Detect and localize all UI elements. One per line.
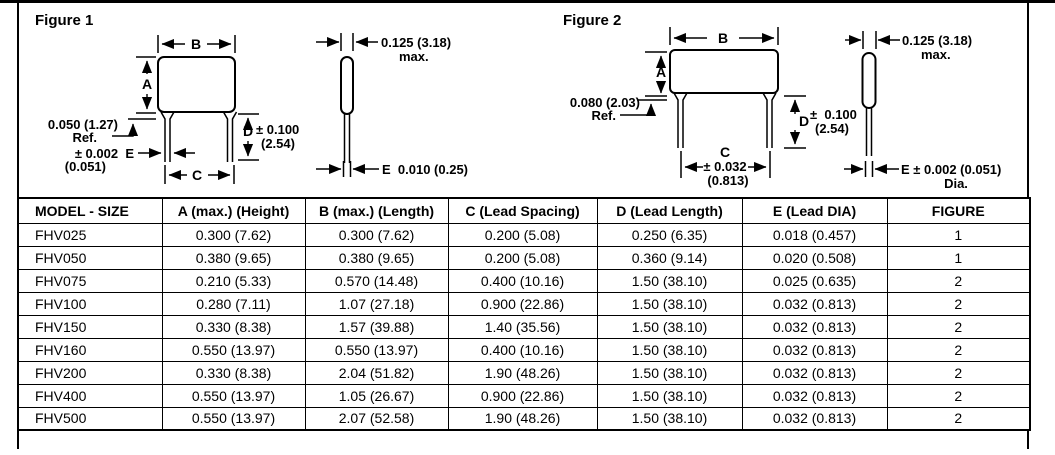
spec-cell: 2 [887,338,1030,361]
c-tolerance: ± 0.032 [703,159,747,174]
d-tolerance: ± 0.100 [810,107,857,122]
spec-cell: 1.57 (39.88) [305,315,448,338]
table-row [18,315,1030,338]
dim-e [65,146,195,174]
spec-cell: 0.032 (0.813) [742,361,887,384]
model-cell: FHV100 [18,292,162,315]
spec-cell: 0.032 (0.813) [742,384,887,407]
model-cell: FHV500 [18,407,162,430]
spec-cell: 1 [887,223,1030,246]
component-body-front [670,50,778,93]
model-cell: FHV150 [18,315,162,338]
spec-cell: 2 [887,315,1030,338]
table-row [18,269,1030,292]
d-tolerance-mm: (2.54) [815,121,849,136]
table-header-row [18,198,1030,223]
dim-a [128,57,156,119]
ref-value: 0.080 (2.03) [569,95,640,110]
ref-value: 0.050 (1.27) [47,117,118,132]
spec-cell: 0.032 (0.813) [742,407,887,430]
dim-d [238,114,299,160]
spec-cell: 1.90 (48.26) [448,361,597,384]
side-width-value: 0.125 (3.18) [902,33,973,48]
header-model-size: MODEL - SIZE [18,198,162,223]
figure1-diagram [35,12,468,184]
dim-a [637,52,667,100]
figure2-side-view [844,31,1001,191]
side-width-max: max. [921,47,951,62]
spec-cell: 1.50 (38.10) [597,361,742,384]
e-tolerance-mm: (0.051) [64,159,106,174]
table-row [18,292,1030,315]
dim-c-label: C [719,144,731,160]
lead-right [763,93,776,148]
dim-c-label: C [191,167,203,183]
dim-b [670,27,778,46]
spec-cell: 0.360 (9.14) [597,246,742,269]
lead-right [224,112,237,162]
table-row [18,338,1030,361]
side-lead-dia: Dia. [944,176,968,191]
dim-c [165,165,234,184]
side-width-value: 0.125 (3.18) [381,35,452,50]
lead-left [674,93,687,148]
spec-cell: 0.018 (0.457) [742,223,887,246]
dim-d [784,96,857,148]
header-c-lead-spacing: C (Lead Spacing) [448,198,597,223]
dimension-spec-table [17,197,1031,431]
spec-cell: 0.020 (0.508) [742,246,887,269]
spec-cell: 2 [887,407,1030,430]
spec-cell: 0.210 (5.33) [162,269,305,292]
spec-cell: 0.550 (13.97) [162,384,305,407]
d-tolerance-mm: (2.54) [261,136,295,151]
side-lead [867,108,872,156]
spec-cell: 0.250 (6.35) [597,223,742,246]
dim-a-label: A [141,76,153,92]
header-d-lead-length: D (Lead Length) [597,198,742,223]
figure1-title: Figure 1 [35,12,94,29]
spec-cell: 1.07 (27.18) [305,292,448,315]
spec-cell: 1.40 (35.56) [448,315,597,338]
dim-a-label: A [655,64,667,80]
model-cell: FHV050 [18,246,162,269]
spec-cell: 1.05 (26.67) [305,384,448,407]
spec-cell: 0.330 (8.38) [162,315,305,338]
spec-cell: 0.900 (22.86) [448,292,597,315]
dimension-figures [0,0,1055,198]
side-lead-value: E ± 0.002 (0.051) [901,162,1002,177]
spec-cell: 0.280 (7.11) [162,292,305,315]
spec-cell: 0.032 (0.813) [742,315,887,338]
spec-cell: 0.400 (10.16) [448,269,597,292]
spec-cell: 1.90 (48.26) [448,407,597,430]
table-row [18,223,1030,246]
model-cell: FHV160 [18,338,162,361]
spec-cell: 0.300 (7.62) [162,223,305,246]
header-figure: FIGURE [887,198,1030,223]
ref-note [48,117,133,145]
ref-label: Ref. [72,130,97,145]
spec-cell: 1.50 (38.10) [597,269,742,292]
dim-b-label: B [717,30,729,46]
spec-cell: 0.900 (22.86) [448,384,597,407]
dim-b-label: B [190,36,202,52]
spec-cell: 2 [887,361,1030,384]
spec-cell: 0.380 (9.65) [305,246,448,269]
component-body-side [341,57,353,114]
c-tolerance-mm: (0.813) [707,173,749,188]
side-lead-value: E 0.010 (0.25) [382,162,468,177]
header-b-length: B (max.) (Length) [305,198,448,223]
spec-cell: 0.380 (9.65) [162,246,305,269]
spec-cell: 1.50 (38.10) [597,292,742,315]
e-tolerance: ± 0.002 E [74,146,134,161]
spec-cell: 0.200 (5.08) [448,246,597,269]
figure2-diagram [563,12,1001,191]
spec-cell: 0.330 (8.38) [162,361,305,384]
spec-cell: 0.300 (7.62) [305,223,448,246]
spec-table-body [18,223,1030,430]
table-row [18,407,1030,430]
side-lead [345,114,350,163]
spec-cell: 0.550 (13.97) [162,338,305,361]
lead-left [161,112,174,162]
spec-cell: 0.200 (5.08) [448,223,597,246]
side-width-max: max. [399,49,429,64]
spec-cell: 2.04 (51.82) [305,361,448,384]
spec-cell: 1.50 (38.10) [597,315,742,338]
spec-cell: 1 [887,246,1030,269]
spec-cell: 1.50 (38.10) [597,338,742,361]
spec-cell: 0.400 (10.16) [448,338,597,361]
model-cell: FHV400 [18,384,162,407]
spec-cell: 0.032 (0.813) [742,292,887,315]
ref-note [570,95,651,123]
dim-b [158,35,235,53]
dim-c [681,144,770,188]
header-a-height: A (max.) (Height) [162,198,305,223]
figure2-title: Figure 2 [563,12,622,29]
spec-cell: 0.550 (13.97) [162,407,305,430]
spec-cell: 0.550 (13.97) [305,338,448,361]
table-row [18,361,1030,384]
spec-cell: 2 [887,384,1030,407]
component-body-front [158,57,235,112]
spec-cell: 2 [887,269,1030,292]
model-cell: FHV200 [18,361,162,384]
table-row [18,246,1030,269]
model-cell: FHV025 [18,223,162,246]
dim-d-label: D [798,113,810,129]
spec-cell: 1.50 (38.10) [597,384,742,407]
spec-cell: 1.50 (38.10) [597,407,742,430]
spec-cell: 0.570 (14.48) [305,269,448,292]
component-body-side [863,53,876,108]
model-cell: FHV075 [18,269,162,292]
d-tolerance: ± 0.100 [256,122,300,137]
ref-label: Ref. [591,108,616,123]
dim-d-label: D [242,123,254,139]
spec-cell: 2.07 (52.58) [305,407,448,430]
figure1-side-view [316,33,468,177]
spec-cell: 0.032 (0.813) [742,338,887,361]
header-e-lead-dia: E (Lead DIA) [742,198,887,223]
table-row [18,384,1030,407]
spec-cell: 0.025 (0.635) [742,269,887,292]
spec-cell: 2 [887,292,1030,315]
